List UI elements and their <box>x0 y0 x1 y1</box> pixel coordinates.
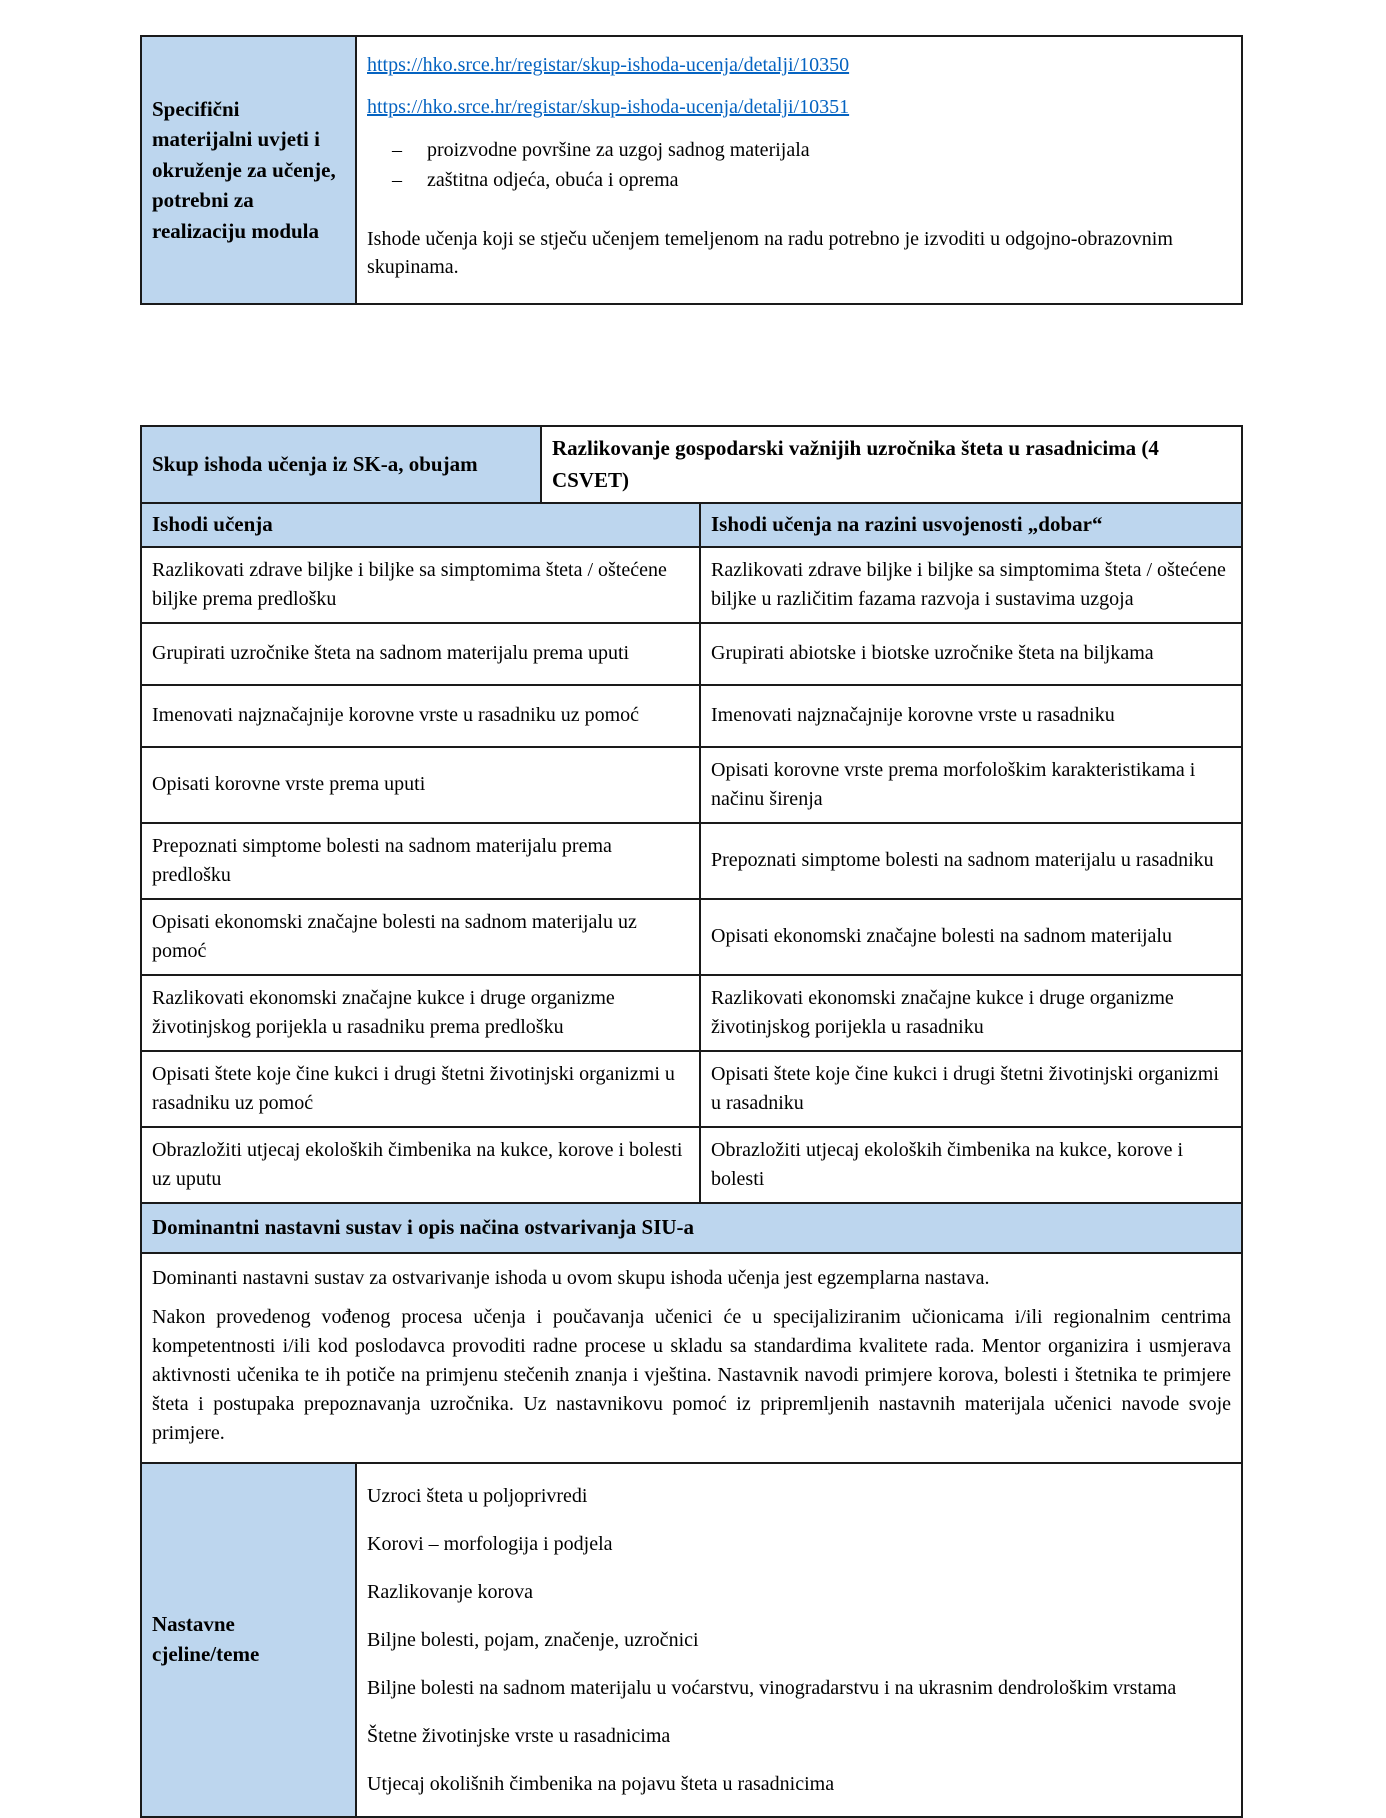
topics-row <box>142 1462 1241 1816</box>
outcome-cell-right: Opisati ekonomski značajne bolesti na sadnom materijalu <box>699 900 1241 974</box>
topic-item: Uzroci šteta u poljoprivredi <box>367 1484 588 1507</box>
document-content <box>140 35 1243 1818</box>
bullet-item <box>367 166 1231 194</box>
outcome-row <box>142 1050 1241 1126</box>
outcome-row <box>142 1126 1241 1202</box>
bullet-text: zaštitna odjeća, obuća i oprema <box>427 169 679 192</box>
bullet-text: proizvodne površine za uzgoj sadnog materijala <box>427 138 810 161</box>
siu-paragraph-1: Dominanti nastavni sustav za ostvarivanje ishoda u ovom skupu ishoda učenja jest egzemplarna nastava. <box>152 1266 990 1289</box>
topic-item: Štetne životinjske vrste u rasadnicima <box>367 1724 671 1747</box>
outcome-cell-right: Obrazložiti utjecaj ekoloških čimbenika na kukce, korove i bolesti <box>699 1128 1241 1202</box>
topics-label: Nastavne cjeline/teme <box>142 1464 355 1816</box>
topic-item: Biljne bolesti, pojam, značenje, uzročnici <box>367 1628 699 1651</box>
specific-conditions-row <box>142 37 1241 303</box>
outcome-row <box>142 746 1241 822</box>
outcome-row <box>142 898 1241 974</box>
outcome-cell-left: Razlikovati zdrave biljke i biljke sa simptomima šteta / oštećene biljke prema predlošku <box>152 558 667 610</box>
link-line <box>367 93 1231 121</box>
outcome-cell-right: Opisati štete koje čine kukci i drugi štetni životinjski organizmi u rasadniku <box>699 1052 1241 1126</box>
outcome-cell-left: Opisati ekonomski značajne bolesti na sadnom materijalu uz pomoć <box>152 910 637 962</box>
topic-item: Biljne bolesti na sadnom materijalu u voćarstvu, vinogradarstvu i na ukrasnim dendrološkim vrstama <box>367 1676 1177 1699</box>
outcome-cell-right: Grupirati abiotske i biotske uzročnike šteta na biljkama <box>699 624 1241 684</box>
outcome-row <box>142 974 1241 1050</box>
specific-conditions-content <box>355 37 1241 303</box>
outcome-cell-left: Prepoznati simptome bolesti na sadnom materijalu prema predlošku <box>152 834 612 886</box>
siu-header-row <box>142 1202 1241 1252</box>
hko-registry-link-1[interactable]: https://hko.srce.hr/registar/skup-ishoda-ucenja/detalji/10350 <box>367 54 850 76</box>
outcomes-set-title: Razlikovanje gospodarski važnijih uzročnika šteta u rasadnicima (4 CSVET) <box>540 427 1241 502</box>
outcomes-set-header-row <box>142 427 1241 502</box>
outcome-cell-right: Razlikovati ekonomski značajne kukce i druge organizme životinjskog porijekla u rasadniku <box>699 976 1241 1050</box>
outcome-cell-right: Opisati korovne vrste prema morfološkim karakteristikama i načinu širenja <box>699 748 1241 822</box>
link-line <box>367 51 1231 79</box>
outcome-cell-right: Imenovati najznačajnije korovne vrste u rasadniku <box>699 686 1241 746</box>
outcome-cell-right: Prepoznati simptome bolesti na sadnom materijalu u rasadniku <box>699 824 1241 898</box>
dash-bullet-marker: – <box>392 169 402 192</box>
outcomes-set-label: Skup ishoda učenja iz SK-a, obujam <box>142 427 540 502</box>
outcomes-column-header-row <box>142 502 1241 546</box>
dash-bullet-marker: – <box>392 138 402 161</box>
outcome-cell-right: Razlikovati zdrave biljke i biljke sa simptomima šteta / oštećene biljke u različitim fazama razvoja i sustavima uzgoja <box>699 548 1241 622</box>
learning-outcomes-table <box>140 425 1243 1818</box>
specific-conditions-table <box>140 35 1243 305</box>
topics-list <box>355 1464 1241 1816</box>
outcome-cell-left: Razlikovati ekonomski značajne kukce i druge organizme životinjskog porijekla u rasadniku prema predlošku <box>152 986 615 1038</box>
outcome-cell-left: Grupirati uzročnike šteta na sadnom materijalu prema uputi <box>152 642 630 665</box>
siu-description-row <box>142 1252 1241 1462</box>
topic-item: Korovi – morfologija i podjela <box>367 1532 613 1555</box>
column-header-outcomes: Ishodi učenja <box>142 504 699 546</box>
siu-description-cell <box>142 1254 1241 1462</box>
outcome-cell-left: Imenovati najznačajnije korovne vrste u rasadniku uz pomoć <box>152 704 640 727</box>
column-header-outcomes-level-good: Ishodi učenja na razini usvojenosti „dobar“ <box>699 504 1241 546</box>
outcome-row <box>142 546 1241 622</box>
work-based-learning-note: Ishode učenja koji se stječu učenjem temeljenom na radu potrebno je izvoditi u odgojno-obrazovnim skupinama. <box>367 227 1173 278</box>
outcome-cell-left: Opisati štete koje čine kukci i drugi štetni životinjski organizmi u rasadniku uz pomoć <box>152 1062 675 1114</box>
outcome-cell-left: Opisati korovne vrste prema uputi <box>152 773 426 796</box>
outcome-cell-left: Obrazložiti utjecaj ekoloških čimbenika na kukce, korove i bolesti uz uputu <box>152 1138 683 1190</box>
outcome-row <box>142 684 1241 746</box>
outcome-row <box>142 822 1241 898</box>
specific-conditions-label: Specifični materijalni uvjeti i okruženje za učenje, potrebni za realizaciju modula <box>142 37 355 303</box>
bullet-item <box>367 136 1231 164</box>
siu-paragraph-2: Nakon provedenog vođenog procesa učenja i poučavanja učenici će u specijaliziranim učionicama i/ili regionalnim centrima kompetentnosti i/ili kod poslodavca provoditi radne procese u skladu sa standardima kvalitete rada. Mentor organizira i usmjerava aktivnosti učenika te ih potiče na primjenu stečenih znanja i vještina. Nastavnik navodi primjere korova, bolesti i štetnika te primjere šteta i postupaka prepoznavanja uzročnika. Uz nastavnikovu pomoć iz pripremljenih nastavnih materijala učenici navode svoje primjere. <box>152 1305 1231 1444</box>
topic-item: Razlikovanje korova <box>367 1580 534 1603</box>
hko-registry-link-2[interactable]: https://hko.srce.hr/registar/skup-ishoda-ucenja/detalji/10351 <box>367 96 850 119</box>
topic-item: Utjecaj okolišnih čimbenika na pojavu šteta u rasadnicima <box>367 1772 835 1795</box>
siu-section-header: Dominantni nastavni sustav i opis načina ostvarivanja SIU-a <box>142 1204 1241 1252</box>
outcome-row <box>142 622 1241 684</box>
